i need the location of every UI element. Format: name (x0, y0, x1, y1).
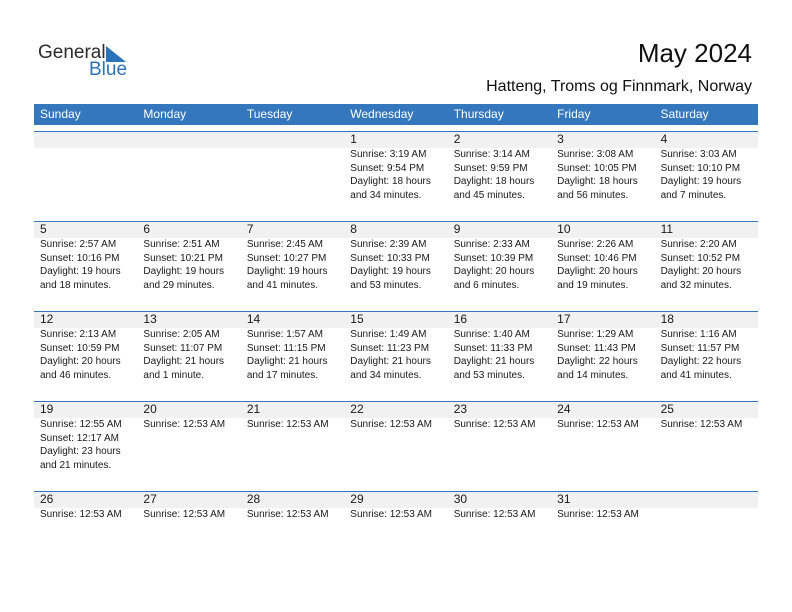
day-number: 8 (350, 222, 357, 236)
sun-info-line: Sunrise: 12:53 AM (660, 419, 743, 430)
sun-info-line: Sunset: 10:05 PM (557, 162, 637, 174)
sun-info-line: Sunset: 9:54 PM (350, 162, 425, 174)
sun-info-line: and 17 minutes. (246, 369, 319, 381)
calendar-week (34, 491, 758, 581)
sun-info-line: Sunrise: 1:49 AM (350, 329, 427, 340)
sun-info-line: Sunset: 10:59 PM (40, 342, 120, 354)
sun-info-line: Sunrise: 12:53 AM (40, 509, 122, 520)
day-cell (551, 221, 654, 311)
sun-info-line: Sunrise: 2:20 AM (660, 239, 737, 250)
sun-info-line: and 46 minutes. (40, 369, 112, 381)
sun-info-line: Daylight: 21 hours (350, 356, 431, 367)
day-cell (655, 131, 758, 221)
sun-info-line: and 14 minutes. (557, 369, 629, 381)
day-cell (344, 221, 447, 311)
sun-info-line: Sunrise: 12:53 AM (557, 419, 639, 430)
location-subtitle: Hatteng, Troms og Finnmark, Norway (486, 78, 752, 95)
sun-info-line: Sunrise: 12:53 AM (350, 419, 432, 430)
sun-info-line: Daylight: 22 hours (660, 356, 742, 367)
day-cell (344, 311, 447, 401)
day-number: 24 (557, 402, 571, 416)
day-number: 29 (350, 492, 364, 506)
day-cell (241, 491, 344, 581)
day-number: 27 (143, 492, 157, 506)
sun-info-line: Sunrise: 1:29 AM (557, 329, 634, 340)
day-cell (655, 221, 758, 311)
sun-info-line: Sunrise: 2:13 AM (40, 329, 117, 340)
sun-info-line: Sunrise: 1:16 AM (660, 329, 737, 340)
sun-info-line: Sunrise: 12:53 AM (143, 509, 226, 520)
sun-info-line: Sunrise: 2:51 AM (143, 239, 220, 250)
sun-info-line: Sunrise: 12:53 AM (453, 419, 536, 430)
sun-info-line: Daylight: 20 hours (660, 266, 742, 277)
sun-info-line: Sunrise: 3:14 AM (453, 149, 530, 160)
day-number: 19 (40, 402, 54, 416)
sun-info-line: Sunrise: 1:40 AM (453, 329, 530, 340)
day-number: 3 (557, 132, 564, 146)
sun-info-line: Sunrise: 12:53 AM (143, 419, 226, 430)
sun-info-line: and 18 minutes. (40, 279, 112, 291)
day-cell (655, 311, 758, 401)
day-number: 31 (557, 492, 571, 506)
page-title: May 2024 (637, 38, 752, 68)
day-cell (344, 401, 447, 491)
sun-info-line: and 34 minutes. (350, 189, 422, 201)
sun-info-line: Sunset: 11:23 PM (350, 342, 430, 354)
sun-info-line: and 19 minutes. (557, 279, 629, 291)
sun-info-line: Sunset: 12:17 AM (40, 432, 119, 444)
day-cell (551, 491, 654, 581)
sun-info-line: Daylight: 18 hours (453, 176, 535, 187)
sun-info-line: Daylight: 18 hours (350, 176, 431, 187)
sun-info-line: and 32 minutes. (660, 279, 732, 291)
sun-info-line: Sunset: 10:39 PM (453, 252, 534, 264)
sun-info-line: Sunrise: 2:39 AM (350, 239, 427, 250)
logo-text-blue: Blue (89, 59, 128, 80)
day-cell (34, 491, 137, 581)
sun-info-line: Sunrise: 2:45 AM (246, 239, 323, 250)
sun-info-line: Sunset: 10:10 PM (660, 162, 741, 174)
day-cell (34, 221, 137, 311)
day-number: 10 (557, 222, 571, 236)
sun-info-line: Daylight: 21 hours (246, 356, 328, 367)
sun-info-line: Daylight: 19 hours (350, 266, 431, 277)
weekday-header (34, 104, 758, 125)
sun-info-line: Daylight: 23 hours (40, 446, 121, 457)
sun-info-line: Sunset: 11:33 PM (453, 342, 533, 354)
sun-info-line: Sunrise: 2:57 AM (40, 239, 117, 250)
day-cell (655, 401, 758, 491)
day-number: 4 (660, 132, 668, 146)
day-number: 11 (660, 222, 674, 236)
sun-info-line: Daylight: 19 hours (660, 176, 742, 187)
day-cell (448, 401, 551, 491)
day-cell (448, 131, 551, 221)
sun-info-line: Sunrise: 2:05 AM (143, 329, 220, 340)
day-number: 15 (350, 312, 364, 326)
sun-info-line: Daylight: 20 hours (40, 356, 121, 367)
weekday-sunday: Sunday (40, 107, 81, 121)
sun-info-line: and 21 minutes. (40, 459, 112, 471)
weekday-thursday: Thursday (453, 107, 504, 121)
day-number: 18 (660, 312, 674, 326)
day-cell (551, 131, 654, 221)
day-cell (137, 311, 240, 401)
day-number: 14 (246, 312, 261, 326)
sun-info-line: Sunrise: 12:53 AM (246, 509, 329, 520)
sun-info-line: Sunrise: 2:26 AM (557, 239, 634, 250)
sun-info-line: and 41 minutes. (246, 279, 319, 291)
sun-info-line: Sunset: 10:16 PM (40, 252, 120, 264)
day-cell (448, 311, 551, 401)
day-number: 22 (350, 402, 364, 416)
sun-info-line: and 34 minutes. (350, 369, 422, 381)
sun-info-line: and 7 minutes. (660, 189, 727, 201)
logo-text-general: General (38, 42, 106, 63)
sun-info-line: Sunset: 11:15 PM (246, 342, 326, 354)
day-cell (551, 311, 654, 401)
sun-info-line: Daylight: 19 hours (143, 266, 225, 277)
sun-info-line: Sunset: 10:33 PM (350, 252, 430, 264)
day-number: 12 (40, 312, 54, 326)
sun-info-line: Daylight: 21 hours (143, 356, 225, 367)
day-number: 25 (660, 402, 674, 416)
sun-info-line: Daylight: 19 hours (40, 266, 121, 277)
day-number: 6 (143, 222, 151, 236)
calendar-week (34, 401, 758, 491)
sun-info-line: Sunset: 10:21 PM (143, 252, 223, 264)
sun-info-line: and 45 minutes. (453, 189, 525, 201)
day-number: 30 (453, 492, 468, 506)
sun-info-line: Sunset: 11:43 PM (557, 342, 636, 354)
day-number: 2 (453, 132, 461, 146)
day-number: 9 (453, 222, 461, 236)
sun-info-line: Daylight: 22 hours (557, 356, 638, 367)
sun-info-line: and 56 minutes. (557, 189, 629, 201)
sun-info-line: Sunset: 9:59 PM (453, 162, 528, 174)
day-number: 28 (246, 492, 261, 506)
day-cell (241, 221, 344, 311)
weekday-tuesday: Tuesday (246, 107, 293, 121)
sun-info-line: Sunset: 10:27 PM (246, 252, 327, 264)
weekday-saturday: Saturday (660, 107, 709, 121)
sun-info-line: Sunrise: 3:03 AM (660, 149, 737, 160)
day-cell (551, 401, 654, 491)
calendar-week (34, 311, 758, 401)
sun-info-line: and 1 minute. (143, 369, 205, 381)
sun-info-line: Sunrise: 12:53 AM (350, 509, 432, 520)
sun-info-line: and 53 minutes. (350, 279, 422, 291)
sun-info-line: and 29 minutes. (143, 279, 215, 291)
sun-info-line: Sunrise: 12:53 AM (557, 509, 639, 520)
day-cell (137, 401, 240, 491)
day-cell (448, 491, 551, 581)
sun-info-line: Daylight: 20 hours (557, 266, 638, 277)
day-number: 16 (453, 312, 468, 326)
weekday-friday: Friday (557, 107, 591, 121)
sun-info-line: Daylight: 21 hours (453, 356, 535, 367)
sun-info-line: Sunrise: 12:55 AM (40, 419, 122, 430)
sun-info-line: and 6 minutes. (453, 279, 520, 291)
sun-info-line: Daylight: 20 hours (453, 266, 535, 277)
day-cell (34, 401, 137, 491)
sun-info-line: and 41 minutes. (660, 369, 732, 381)
day-cell (448, 221, 551, 311)
sun-info-line: Daylight: 19 hours (246, 266, 328, 277)
day-number: 7 (246, 222, 254, 236)
day-number: 20 (143, 402, 157, 416)
day-cell (137, 491, 240, 581)
sun-info-line: Sunrise: 3:08 AM (557, 149, 634, 160)
sun-info-line: Sunset: 11:57 PM (660, 342, 740, 354)
day-cell (34, 311, 137, 401)
sun-info-line: Daylight: 18 hours (557, 176, 638, 187)
sun-info-line: Sunrise: 3:19 AM (350, 149, 427, 160)
day-cell (344, 491, 447, 581)
calendar-week (34, 221, 758, 311)
sun-info-line: Sunrise: 12:53 AM (246, 419, 329, 430)
day-number: 13 (143, 312, 157, 326)
calendar-grid (34, 104, 758, 520)
day-number: 1 (350, 132, 357, 146)
day-cell (241, 311, 344, 401)
weekday-monday: Monday (143, 107, 187, 121)
day-cell (344, 131, 447, 221)
day-number: 5 (40, 222, 47, 236)
weekday-wednesday: Wednesday (350, 107, 414, 121)
sun-info-line: Sunrise: 12:53 AM (453, 509, 536, 520)
day-number: 26 (40, 492, 54, 506)
day-cell (137, 221, 240, 311)
day-number: 21 (246, 402, 261, 416)
calendar-week (34, 131, 758, 221)
sun-info-line: Sunset: 10:46 PM (557, 252, 637, 264)
sun-info-line: Sunset: 11:07 PM (143, 342, 223, 354)
day-number: 17 (557, 312, 571, 326)
day-cell (241, 401, 344, 491)
day-number: 23 (453, 402, 468, 416)
sun-info-line: Sunrise: 1:57 AM (246, 329, 323, 340)
sun-info-line: Sunset: 10:52 PM (660, 252, 741, 264)
sun-info-line: Sunrise: 2:33 AM (453, 239, 530, 250)
sun-info-line: and 53 minutes. (453, 369, 525, 381)
